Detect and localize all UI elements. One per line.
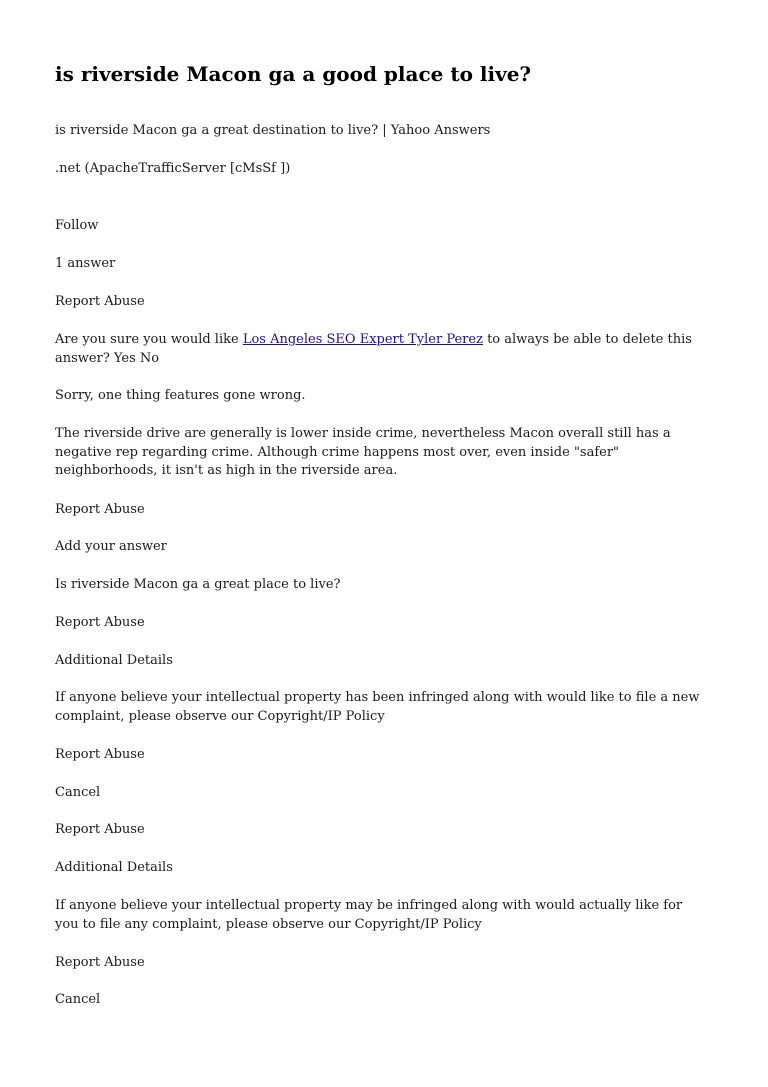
confirm-text-before: Are you sure you would like bbox=[55, 332, 243, 347]
follow-text: Follow bbox=[55, 218, 99, 233]
error-message-text: Sorry, one thing features gone wrong. bbox=[55, 388, 306, 403]
page-title: is riverside Macon ga a good place to live? bbox=[55, 62, 532, 86]
report-abuse-text-5: Report Abuse bbox=[55, 822, 145, 837]
server-line-text: .net (ApacheTrafficServer [cMsSf ]) bbox=[55, 161, 291, 176]
additional-details-text-2: Additional Details bbox=[55, 860, 173, 875]
answer-count-text: 1 answer bbox=[55, 256, 116, 271]
add-answer-text: Add your answer bbox=[55, 539, 167, 554]
confirm-text-after: to always be able to delete this answer? Yes No bbox=[55, 332, 692, 366]
report-abuse-text-4: Report Abuse bbox=[55, 747, 145, 762]
answer-body-text: The riverside drive are generally is lower inside crime, nevertheless Macon overall still has a negative rep regarding crime. Although crime happens most over, even inside "safer" neighborhoods, it isn't as high in the riverside area. bbox=[55, 426, 671, 478]
ip-policy-text-1: If anyone believe your intellectual property has been infringed along with would like to file a new complaint, please observe our Copyright/IP Policy bbox=[55, 690, 700, 724]
report-abuse-text-1: Report Abuse bbox=[55, 294, 145, 309]
cancel-text-1: Cancel bbox=[55, 785, 101, 800]
ip-policy-text-2: If anyone believe your intellectual property may be infringed along with would actually like for you to file any complaint, please observe our Copyright/IP Policy bbox=[55, 898, 683, 932]
report-abuse-text-2: Report Abuse bbox=[55, 502, 145, 517]
report-abuse-text-3: Report Abuse bbox=[55, 615, 145, 630]
cancel-text-2: Cancel bbox=[55, 992, 101, 1007]
report-abuse-text-6: Report Abuse bbox=[55, 955, 145, 970]
subtitle-text: is riverside Macon ga a great destination to live? | Yahoo Answers bbox=[55, 123, 491, 138]
confirm-delete-paragraph bbox=[55, 331, 700, 368]
additional-details-text-1: Additional Details bbox=[55, 653, 173, 668]
question-repeat-text: Is riverside Macon ga a great place to live? bbox=[55, 577, 341, 592]
seo-expert-link[interactable]: Los Angeles SEO Expert Tyler Perez bbox=[242, 332, 483, 347]
